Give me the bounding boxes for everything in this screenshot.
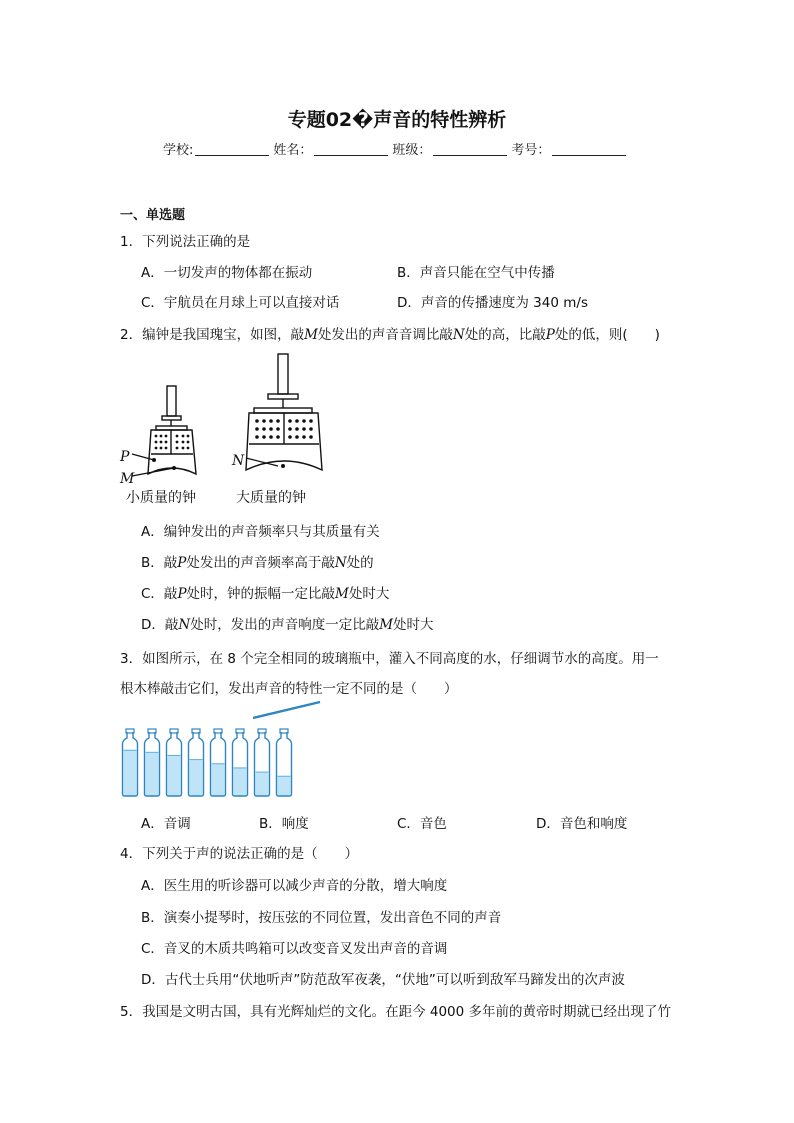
fig-caption-small: 小质量的钟 [126,490,196,506]
glass-bottle [255,729,270,796]
question-1-option-b: B．声音只能在空气中传播 [397,265,555,281]
question-2-option-c [141,582,389,602]
question-3-stem-line-1: 3．如图所示，在 8 个完全相同的玻璃瓶中，灌入不同高度的水，仔细调节水的高度。用一 [120,651,659,667]
glass-bottle [233,729,248,796]
wooden-stick [253,702,320,718]
question-4-option-c: C．音叉的木质共鸣箱可以改变音叉发出声音的音调 [141,941,448,957]
glass-bottle [189,729,204,796]
question-2-option-d [141,613,434,633]
question-2-option-a: A．编钟发出的声音频率只与其质量有关 [141,524,380,540]
bottle-group [123,729,292,796]
question-2-stem [120,323,660,343]
bottle-lip [148,729,156,733]
glass-bottle [277,729,292,796]
q2-stem-part: 处的高，比敲 [464,327,546,343]
question-4-option-d: D．古代士兵用“伏地听声”防范敌军夜袭，“伏地”可以听到敌军马蹄发出的次声波 [141,972,625,988]
question-3-option-c: C．音色 [397,816,447,832]
bottle-lip [236,729,244,733]
school-blank [195,143,269,156]
question-2-option-b [141,551,374,571]
question-1-option-c: C．宇航员在月球上可以直接对话 [141,295,340,311]
question-4-stem: 4．下列关于声的说法正确的是（ ） [120,846,359,862]
page-title: 专题02�声音的特性辨析 [287,109,507,131]
water-fill [234,768,247,796]
q2d-part: 处时，发出的声音响度一定比敲 [190,617,380,633]
glass-bottle [145,729,160,796]
q2c-var-m: M [335,586,349,602]
water-fill [212,764,225,796]
question-1-option-a: A．一切发声的物体都在振动 [141,265,313,281]
name-blank [314,143,388,156]
q2d-part: D．敲 [141,617,179,633]
q2-var-n: N [452,327,465,343]
water-fill [190,760,203,796]
question-4-option-b: B．演奏小提琴时，按压弦的不同位置，发出音色不同的声音 [141,910,502,926]
bottles-figure [118,698,328,800]
q2-var-p: P [545,327,555,343]
q2c-part: C．敲 [141,586,178,602]
q2c-part: 处时，钟的振幅一定比敲 [186,586,336,602]
fig-label-p: P [120,449,130,465]
question-4-option-a: A．医生用的听诊器可以减少声音的分散，增大响度 [141,878,448,894]
water-fill [168,755,181,796]
glass-bottle [167,729,182,796]
glass-bottle [211,729,226,796]
section-heading: 一、单选题 [120,208,186,223]
q2-stem-part: 2．编钟是我国瑰宝，如图，敲 [120,327,305,343]
number-label: 考号： [511,143,551,158]
water-fill [256,772,269,796]
question-3-stem-line-2: 根木棒敲击它们，发出声音的特性一定不同的是（ ） [120,681,458,697]
q2d-var-m: M [379,617,394,633]
fig-caption-large: 大质量的钟 [236,490,306,506]
fig-label-n: N [232,453,245,469]
q2-stem-part: 处发出的声音音调比敲 [317,327,453,343]
q2b-part: B．敲 [141,555,178,571]
bottle-lip [192,729,200,733]
question-3-option-d: D．音色和响度 [536,816,628,832]
q2b-var-n: N [334,555,347,571]
bottle-lip [126,729,134,733]
q2-var-m: M [304,327,318,343]
q2c-var-p: P [177,586,187,602]
q2b-var-p: P [177,555,187,571]
water-fill [124,750,137,796]
q2b-part: 处的 [346,555,374,571]
bianzhong-figure [118,350,338,510]
large-bell [246,354,322,470]
name-label: 姓名： [273,143,313,158]
bottle-lip [280,729,288,733]
q2b-part: 处发出的声音频率高于敲 [186,555,335,571]
water-fill [146,752,159,796]
student-info-line [163,139,630,158]
fig-label-m: M [120,471,135,487]
class-blank [433,143,507,156]
q2d-var-n: N [178,617,191,633]
bottle-lip [258,729,266,733]
water-fill [278,776,291,796]
glass-bottle [123,729,138,796]
question-3-option-b: B．响度 [259,816,309,832]
bottle-lip [214,729,222,733]
class-label: 班级： [392,143,432,158]
school-label: 学校: [163,143,194,158]
q2c-part: 处时大 [348,586,390,602]
question-5-stem: 5．我国是文明古国，具有光辉灿烂的文化。在距今 4000 多年前的黄帝时期就已经出现了竹 [120,1004,672,1020]
bottle-lip [170,729,178,733]
question-1-stem: 1．下列说法正确的是 [120,234,251,250]
number-blank [552,143,626,156]
q2-stem-part: 处的低，则( ) [554,327,660,343]
q2d-part: 处时大 [393,617,434,633]
question-3-option-a: A．音调 [141,816,191,832]
question-1-option-d: D．声音的传播速度为 340 m/s [397,295,588,311]
